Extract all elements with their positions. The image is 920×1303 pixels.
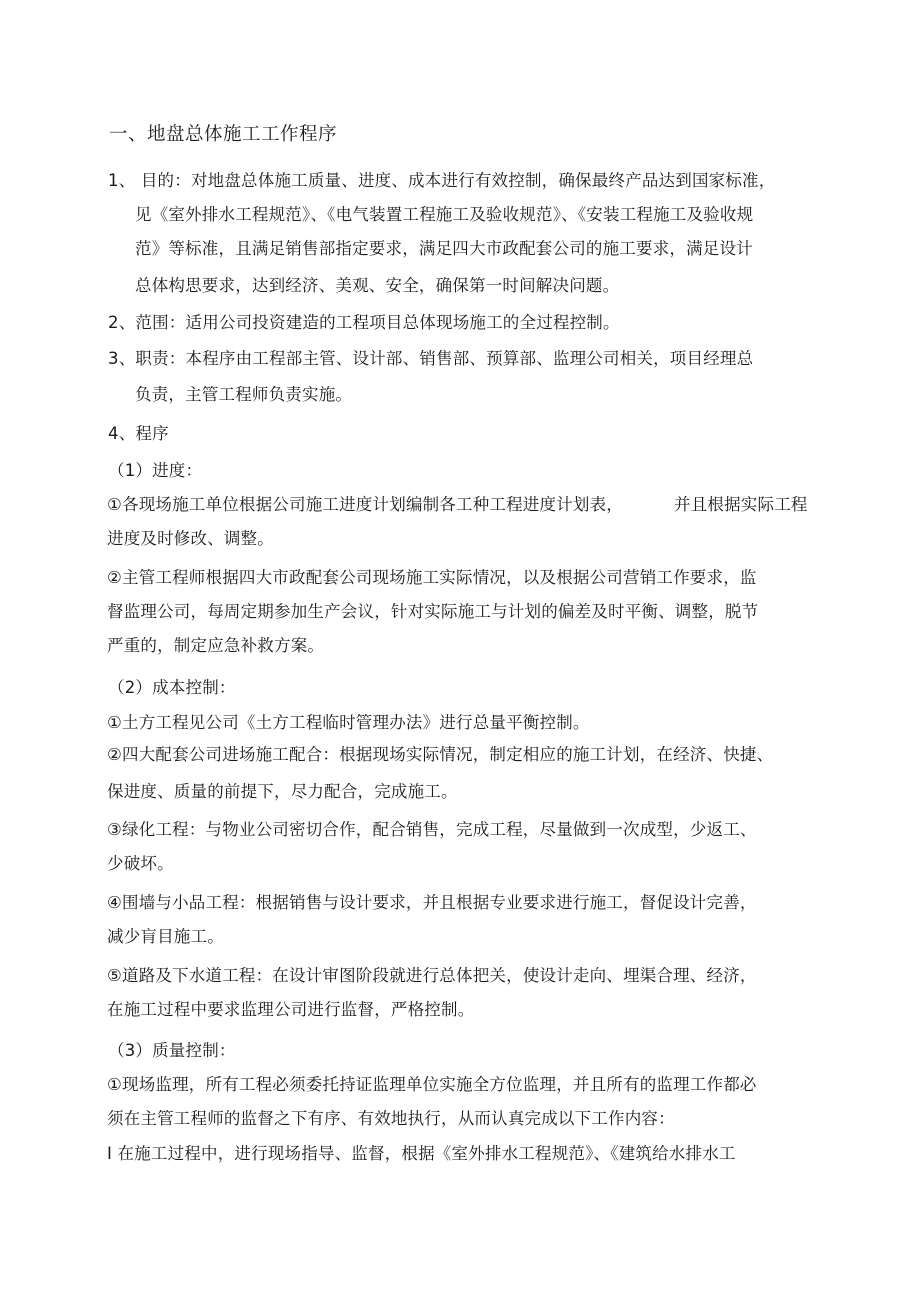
section-3-line-1: 3、职责：本程序由工程部主管、设计部、销售部、预算部、监理公司相关，项目经理总 (108, 349, 754, 368)
cost-item-5-line-2: 在施工过程中要求监理公司进行监督，严格控制。 (107, 1000, 475, 1019)
cost-item-3-line-1: ③绿化工程：与物业公司密切合作，配合销售，完成工程，尽量做到一次成型，少返工、 (107, 820, 757, 839)
progress-item-1-line-2: 进度及时修改、调整。 (107, 529, 274, 548)
cost-item-5-line-1: ⑤道路及下水道工程：在设计审图阶段就进行总体把关，使设计走向、埋渠合理、经济， (107, 966, 757, 985)
cost-item-2-line-1: ②四大配套公司进场施工配合：根据现场实际情况，制定相应的施工计划，在经济、快捷、 (107, 745, 774, 764)
progress-item-2-line-3: 严重的，制定应急补救方案。 (107, 636, 325, 655)
page-title: 一、地盘总体施工工作程序 (109, 124, 338, 145)
progress-item-1-part-1: ①各现场施工单位根据公司施工进度计划编制各工种工程进度计划表， (107, 495, 623, 514)
cost-item-3-line-2: 少破坏。 (107, 854, 174, 873)
section-4-heading: 4、程序 (108, 424, 169, 443)
progress-item-2-line-2: 督监理公司，每周定期参加生产会议，针对实际施工与计划的偏差及时平衡、调整，脱节 (107, 602, 759, 621)
section-1-line-2: 见《室外排水工程规范》、《电气装置工程施工及验收规范》、《安装工程施工及验收规 (135, 205, 754, 224)
section-1-line-1: 1、 目的：对地盘总体施工质量、进度、成本进行有效控制，确保最终产品达到国家标准， (108, 171, 776, 190)
section-1-line-4: 总体构思要求，达到经济、美观、安全，确保第一时间解决问题。 (135, 276, 620, 295)
cost-heading: （2）成本控制： (108, 678, 236, 697)
quality-item-1-line-2: 须在主管工程师的监督之下有序、有效地执行，从而认真完成以下工作内容： (107, 1109, 675, 1128)
section-2-text: 2、范围：适用公司投资建造的工程项目总体现场施工的全过程控制。 (108, 313, 620, 332)
quality-item-1-line-1: ①现场监理，所有工程必须委托持证监理单位实施全方位监理，并且所有的监理工作都必 (107, 1075, 757, 1094)
cost-item-4-line-1: ④围墙与小品工程：根据销售与设计要求，并且根据专业要求进行施工，督促设计完善， (107, 893, 757, 912)
cost-item-4-line-2: 减少肓目施工。 (107, 927, 224, 946)
cost-item-2-line-2: 保进度、质量的前提下，尽力配合，完成施工。 (107, 782, 458, 801)
quality-item-2-line-1: I 在施工过程中，进行现场指导、监督，根据《室外排水工程规范》、《建筑给水排水工 (107, 1144, 736, 1163)
progress-item-1-part-2: 并且根据实际工程 (674, 495, 808, 514)
progress-item-2-line-1: ②主管工程师根据四大市政配套公司现场施工实际情况，以及根据公司营销工作要求，监 (107, 568, 757, 587)
section-1-line-3: 范》等标准，且满足销售部指定要求，满足四大市政配套公司的施工要求，满足设计 (135, 239, 753, 258)
quality-heading: （3）质量控制： (108, 1041, 236, 1060)
cost-item-1: ①土方工程见公司《土方工程临时管理办法》进行总量平衡控制。 (107, 713, 590, 732)
progress-heading: （1）进度： (108, 461, 203, 480)
section-3-line-2: 负责，主管工程师负责实施。 (135, 385, 353, 404)
